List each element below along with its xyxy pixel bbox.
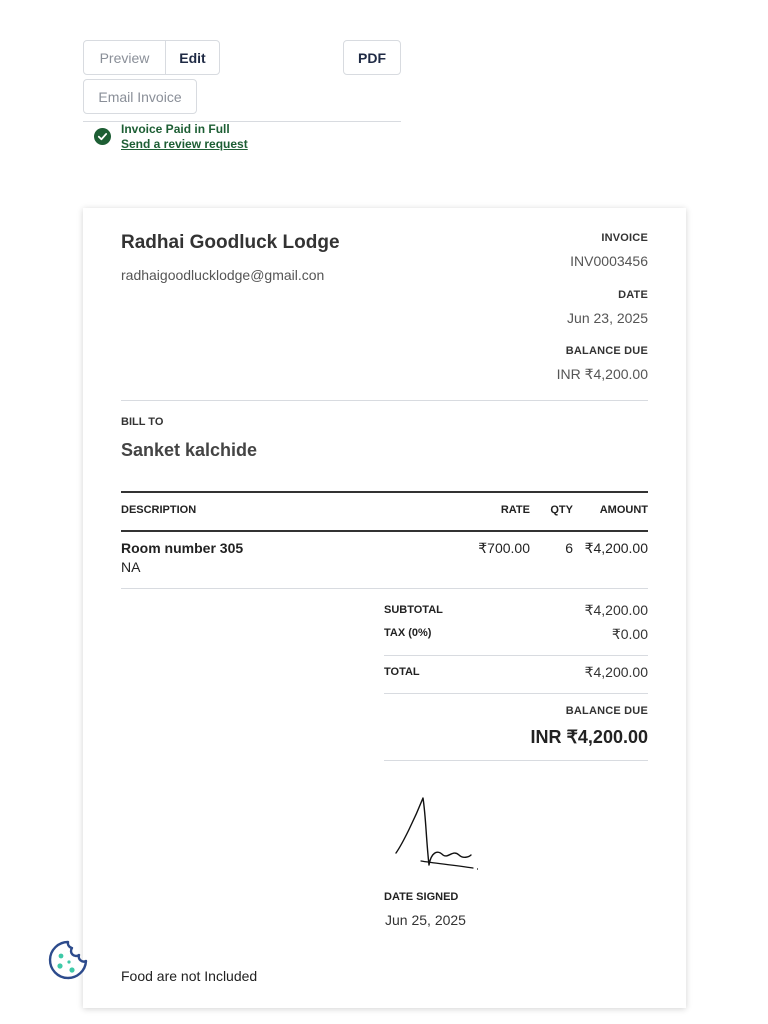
tax-label: TAX (0%) bbox=[384, 627, 432, 639]
signature-image bbox=[393, 793, 483, 873]
item-name: Room number 305 bbox=[121, 540, 244, 556]
column-description: DESCRIPTION bbox=[121, 504, 197, 516]
balance-due-summary-label: BALANCE DUE bbox=[565, 705, 648, 717]
review-request-link[interactable]: Send a review request bbox=[121, 137, 248, 151]
subtotal-label: SUBTOTAL bbox=[384, 604, 443, 616]
invoice-note: Food are not Included bbox=[121, 968, 258, 984]
pdf-button[interactable]: PDF bbox=[343, 40, 401, 75]
column-qty: QTY bbox=[550, 504, 573, 516]
balance-due-value: INR ₹4,200.00 bbox=[556, 366, 648, 382]
table-bottom-rule bbox=[121, 588, 648, 589]
invoice-date: Jun 23, 2025 bbox=[567, 310, 648, 326]
balance-due-label: BALANCE DUE bbox=[565, 345, 648, 357]
preview-button[interactable]: Preview bbox=[83, 40, 166, 75]
date-signed-value: Jun 25, 2025 bbox=[385, 912, 466, 928]
subtotal-value: ₹4,200.00 bbox=[584, 602, 648, 618]
column-amount: AMOUNT bbox=[599, 504, 648, 516]
item-amount: ₹4,200.00 bbox=[584, 540, 648, 556]
email-invoice-button[interactable]: Email Invoice bbox=[83, 79, 197, 114]
item-rate: ₹700.00 bbox=[478, 540, 530, 556]
business-name: Radhai Goodluck Lodge bbox=[121, 232, 340, 253]
invoice-number: INV0003456 bbox=[570, 253, 648, 269]
bill-to-label: BILL TO bbox=[121, 416, 164, 428]
paid-status-row bbox=[83, 121, 401, 156]
edit-button[interactable]: Edit bbox=[165, 40, 220, 75]
column-rate: RATE bbox=[500, 504, 530, 516]
business-email: radhaigoodlucklodge@gmail.con bbox=[121, 267, 325, 283]
bill-to-name: Sanket kalchide bbox=[121, 440, 258, 460]
invoice-label: INVOICE bbox=[601, 232, 648, 244]
check-circle-icon bbox=[94, 128, 111, 145]
invoice-document bbox=[83, 208, 686, 1008]
item-qty: 6 bbox=[565, 540, 573, 556]
paid-status-text: Invoice Paid in Full bbox=[121, 122, 230, 136]
balance-due-summary-value: INR ₹4,200.00 bbox=[530, 727, 648, 747]
item-detail: NA bbox=[121, 559, 141, 575]
divider bbox=[384, 655, 648, 656]
cookie-icon bbox=[48, 940, 88, 980]
tax-value: ₹0.00 bbox=[611, 626, 648, 642]
cookie-settings-button[interactable] bbox=[48, 940, 88, 980]
divider bbox=[384, 693, 648, 694]
table-top-rule bbox=[121, 491, 648, 493]
total-value: ₹4,200.00 bbox=[584, 664, 648, 680]
divider bbox=[384, 760, 648, 761]
total-label: TOTAL bbox=[384, 666, 420, 678]
date-signed-label: DATE SIGNED bbox=[384, 891, 459, 903]
date-label: DATE bbox=[618, 289, 648, 301]
divider bbox=[121, 400, 648, 401]
table-header-rule bbox=[121, 530, 648, 532]
